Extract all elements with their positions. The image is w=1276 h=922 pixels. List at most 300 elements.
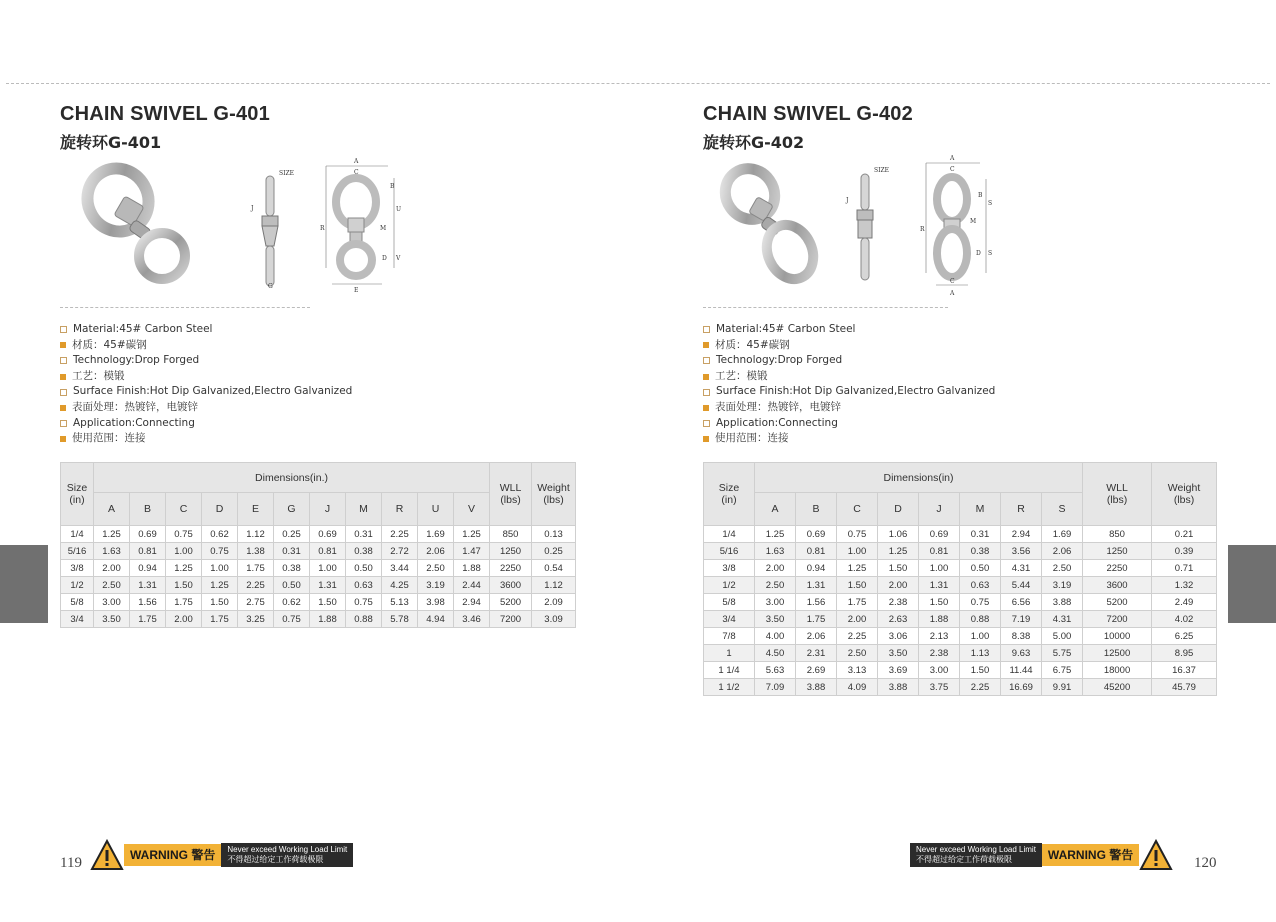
table-cell: 5.78 [382,611,418,628]
table-cell: 16.69 [1001,679,1042,696]
product-photo [718,160,828,286]
table-cell: 1/4 [61,526,94,543]
table-cell: 1.88 [310,611,346,628]
table-cell: 1.00 [310,560,346,577]
table-cell: 3.69 [878,662,919,679]
svg-text:J: J [251,205,254,212]
table-cell: 4.94 [418,611,454,628]
table-cell: 1.75 [166,594,202,611]
table-cell: 1.00 [960,628,1001,645]
column-header: D [202,493,238,526]
table-cell: 2.25 [238,577,274,594]
square-bullet-icon [60,374,66,380]
table-cell: 850 [1083,526,1152,543]
table-cell: 0.75 [166,526,202,543]
table-cell: 1/2 [704,577,755,594]
table-cell: 5/8 [61,594,94,611]
dimensions-header: Dimensions(in) [755,463,1083,493]
column-header: B [796,493,837,526]
table-cell: 1.31 [919,577,960,594]
svg-text:D: D [382,255,387,262]
column-header: V [454,493,490,526]
table-cell: 1.25 [94,526,130,543]
table-cell: 4.09 [837,679,878,696]
spec-item: Application:Connecting [60,416,352,432]
page-number: 120 [1194,855,1217,871]
table-cell: 0.69 [919,526,960,543]
table-cell: 1.25 [755,526,796,543]
table-cell: 1.88 [919,611,960,628]
table-cell: 5200 [1083,594,1152,611]
page-right [638,0,1276,922]
table-cell: 0.94 [130,560,166,577]
page-title: CHAIN SWIVEL G-402 [703,103,913,125]
table-cell: 2.94 [1001,526,1042,543]
table-cell: 2.72 [382,543,418,560]
table-cell: 5/16 [61,543,94,560]
table-cell: 7200 [490,611,532,628]
svg-text:R: R [920,226,925,233]
table-cell: 1.69 [1042,526,1083,543]
table-cell: 3.06 [878,628,919,645]
table-cell: 1.06 [878,526,919,543]
table-cell: 2.63 [878,611,919,628]
spec-item: 工艺：模锻 [60,369,352,385]
table-cell: 2.06 [796,628,837,645]
table-cell: 10000 [1083,628,1152,645]
table-cell: 0.75 [346,594,382,611]
table-cell: 0.50 [960,560,1001,577]
column-header: M [346,493,382,526]
table-cell: 3.88 [878,679,919,696]
column-header: C [837,493,878,526]
product-photo [80,162,200,286]
spec-item: 使用范围：连接 [60,431,352,447]
table-row [704,662,1217,679]
table-cell: 1.50 [878,560,919,577]
svg-text:V: V [396,255,401,262]
table-cell: 3.00 [94,594,130,611]
spec-item: Surface Finish:Hot Dip Galvanized,Electro Galvanized [60,384,352,400]
table-cell: 2.06 [418,543,454,560]
table-cell: 7200 [1083,611,1152,628]
table-cell: 9.91 [1042,679,1083,696]
svg-text:R: R [320,225,325,232]
table-cell: 0.25 [532,543,576,560]
warning-triangle-icon [90,839,124,871]
square-bullet-icon [60,357,67,364]
table-cell: 1.50 [310,594,346,611]
square-bullet-icon [703,374,709,380]
svg-text:C: C [354,169,359,176]
column-header: R [382,493,418,526]
table-cell: 1/2 [61,577,94,594]
table-cell: 0.75 [837,526,878,543]
spec-item: Surface Finish:Hot Dip Galvanized,Electro Galvanized [703,384,995,400]
table-cell: 2.50 [1042,560,1083,577]
table-cell: 4.31 [1042,611,1083,628]
table-cell: 2.94 [454,594,490,611]
dimension-table [60,462,576,628]
table-cell: 1.56 [796,594,837,611]
table-cell: 0.81 [130,543,166,560]
table-cell: 0.62 [274,594,310,611]
table-cell: 3.88 [796,679,837,696]
table-cell: 1.50 [166,577,202,594]
table-cell: 5.13 [382,594,418,611]
square-bullet-icon [703,389,710,396]
weight-header: Weight (lbs) [532,463,576,526]
side-tab [1228,545,1276,623]
column-header: M [960,493,1001,526]
table-cell: 3.50 [878,645,919,662]
section-divider [60,307,310,308]
table-cell: 2.00 [878,577,919,594]
svg-text:E: E [354,287,359,294]
table-cell: 1250 [490,543,532,560]
table-row [704,611,1217,628]
column-header: A [94,493,130,526]
table-cell: 2.49 [1152,594,1217,611]
spec-item: Technology:Drop Forged [703,353,995,369]
warning-message: Never exceed Working Load Limit 不得超过给定工作荷载极限 [221,843,353,867]
table-cell: 0.38 [960,543,1001,560]
table-cell: 3.19 [418,577,454,594]
table-cell: 3.19 [1042,577,1083,594]
column-header: D [878,493,919,526]
table-cell: 4.02 [1152,611,1217,628]
table-cell: 8.38 [1001,628,1042,645]
spec-item: 材质：45#碳钢 [60,338,352,354]
svg-text:S: S [988,200,993,207]
spec-item: Technology:Drop Forged [60,353,352,369]
table-cell: 16.37 [1152,662,1217,679]
table-cell: 2.50 [837,645,878,662]
table-cell: 0.38 [274,560,310,577]
table-cell: 1 [704,645,755,662]
table-cell: 0.94 [796,560,837,577]
table-cell: 5/16 [704,543,755,560]
table-cell: 2.38 [878,594,919,611]
square-bullet-icon [60,326,67,333]
table-cell: 850 [490,526,532,543]
table-cell: 1.32 [1152,577,1217,594]
table-cell: 45200 [1083,679,1152,696]
table-cell: 0.25 [274,526,310,543]
table-cell: 1250 [1083,543,1152,560]
square-bullet-icon [60,405,66,411]
table-row [704,577,1217,594]
table-cell: 1.75 [837,594,878,611]
svg-text:A: A [950,155,955,162]
table-cell: 0.69 [310,526,346,543]
square-bullet-icon [703,326,710,333]
spec-list [60,322,352,447]
table-cell: 7.09 [755,679,796,696]
table-cell: 4.25 [382,577,418,594]
column-header: C [166,493,202,526]
table-cell: 2250 [490,560,532,577]
warning-bar [90,838,353,871]
warning-bar [910,838,1173,871]
table-cell: 8.95 [1152,645,1217,662]
square-bullet-icon [703,420,710,427]
spec-item: 表面处理：热镀锌，电镀锌 [703,400,995,416]
table-cell: 1.12 [238,526,274,543]
table-cell: 5.63 [755,662,796,679]
table-cell: 0.50 [346,560,382,577]
svg-text:M: M [970,218,977,225]
table-cell: 2.00 [94,560,130,577]
table-cell: 0.88 [346,611,382,628]
table-cell: 0.81 [796,543,837,560]
table-cell: 3.50 [94,611,130,628]
table-cell: 1.75 [202,611,238,628]
table-cell: 0.62 [202,526,238,543]
table-cell: 1 1/4 [704,662,755,679]
table-cell: 2.69 [796,662,837,679]
warning-message: Never exceed Working Load Limit 不得超过给定工作荷载极限 [910,843,1042,867]
size-header: Size (in) [704,463,755,526]
table-cell: 6.56 [1001,594,1042,611]
svg-text:SIZE: SIZE [874,167,890,174]
table-cell: 2.00 [166,611,202,628]
table-row [704,594,1217,611]
table-cell: 0.63 [346,577,382,594]
table-cell: 3/4 [704,611,755,628]
table-cell: 1.12 [532,577,576,594]
table-cell: 1.25 [202,577,238,594]
wll-header: WLL (lbs) [490,463,532,526]
table-row [704,628,1217,645]
svg-text:U: U [396,206,402,213]
table-cell: 3.88 [1042,594,1083,611]
page-number: 119 [60,855,82,871]
side-view-drawing [843,162,893,286]
table-cell: 1.75 [238,560,274,577]
table-cell: 1.63 [755,543,796,560]
table-cell: 2.31 [796,645,837,662]
table-cell: 2.25 [837,628,878,645]
square-bullet-icon [60,436,66,442]
table-cell: 1.31 [310,577,346,594]
table-cell: 0.81 [310,543,346,560]
table-cell: 0.69 [130,526,166,543]
table-cell: 45.79 [1152,679,1217,696]
svg-text:M: M [380,225,387,232]
table-cell: 1.75 [796,611,837,628]
table-cell: 1.75 [130,611,166,628]
table-cell: 0.69 [796,526,837,543]
svg-text:B: B [390,183,395,190]
svg-text:C: C [950,278,955,285]
table-cell: 2.44 [454,577,490,594]
table-cell: 6.75 [1042,662,1083,679]
column-header: J [310,493,346,526]
table-cell: 0.13 [532,526,576,543]
table-cell: 0.75 [274,611,310,628]
dimensions-header: Dimensions(in.) [94,463,490,493]
table-cell: 3.44 [382,560,418,577]
table-cell: 5.44 [1001,577,1042,594]
page-subtitle: 旋转环G-402 [703,133,805,152]
table-row [61,560,576,577]
table-cell: 0.31 [274,543,310,560]
table-cell: 4.50 [755,645,796,662]
weight-header: Weight (lbs) [1152,463,1217,526]
square-bullet-icon [60,420,67,427]
table-cell: 2.75 [238,594,274,611]
spec-list [703,322,995,447]
table-cell: 3/8 [704,560,755,577]
column-header: R [1001,493,1042,526]
front-view-drawing [318,156,408,296]
table-cell: 2.50 [755,577,796,594]
svg-text:G: G [268,283,273,290]
table-cell: 0.75 [960,594,1001,611]
table-cell: 1.25 [878,543,919,560]
svg-text:S: S [988,250,993,257]
table-cell: 3/8 [61,560,94,577]
table-cell: 0.88 [960,611,1001,628]
table-cell: 1.50 [202,594,238,611]
table-cell: 2.25 [382,526,418,543]
square-bullet-icon [703,357,710,364]
table-cell: 1 1/2 [704,679,755,696]
section-divider [703,307,948,308]
column-header: B [130,493,166,526]
table-cell: 0.54 [532,560,576,577]
svg-text:J: J [846,197,849,204]
table-cell: 3/4 [61,611,94,628]
table-cell: 0.38 [346,543,382,560]
table-cell: 1.63 [94,543,130,560]
front-view-drawing [918,153,998,301]
dimension-table [703,462,1217,696]
table-cell: 1.31 [796,577,837,594]
table-cell: 2.50 [94,577,130,594]
column-header: S [1042,493,1083,526]
warning-triangle-icon [1139,839,1173,871]
warning-label: WARNING 警告 [1042,844,1139,866]
table-cell: 2.09 [532,594,576,611]
column-header: E [238,493,274,526]
table-cell: 2.50 [418,560,454,577]
table-cell: 0.21 [1152,526,1217,543]
table-cell: 1.38 [238,543,274,560]
svg-text:SIZE: SIZE [279,170,295,177]
wll-header: WLL (lbs) [1083,463,1152,526]
table-cell: 3.50 [755,611,796,628]
table-cell: 5.00 [1042,628,1083,645]
spec-item: 材质：45#碳钢 [703,338,995,354]
table-cell: 1.25 [166,560,202,577]
table-cell: 2.06 [1042,543,1083,560]
column-header: G [274,493,310,526]
table-cell: 3600 [1083,577,1152,594]
svg-text:C: C [950,166,955,173]
table-cell: 1.25 [837,560,878,577]
table-row [704,543,1217,560]
table-cell: 3.00 [919,662,960,679]
table-cell: 1.56 [130,594,166,611]
table-cell: 2250 [1083,560,1152,577]
side-view-drawing [248,166,298,290]
table-cell: 1.31 [130,577,166,594]
table-cell: 0.71 [1152,560,1217,577]
page-title: CHAIN SWIVEL G-401 [60,103,270,125]
table-row [61,526,576,543]
spec-item: 表面处理：热镀锌，电镀锌 [60,400,352,416]
svg-text:A: A [354,158,359,165]
table-cell: 4.00 [755,628,796,645]
table-cell: 7.19 [1001,611,1042,628]
spec-item: Material:45# Carbon Steel [60,322,352,338]
table-cell: 0.81 [919,543,960,560]
size-header: Size (in) [61,463,94,526]
table-row [61,577,576,594]
table-cell: 3.00 [755,594,796,611]
svg-text:D: D [976,250,981,257]
column-header: J [919,493,960,526]
table-cell: 3.09 [532,611,576,628]
table-cell: 0.75 [202,543,238,560]
table-cell: 1.88 [454,560,490,577]
table-cell: 2.25 [960,679,1001,696]
table-cell: 3.13 [837,662,878,679]
table-cell: 1.50 [919,594,960,611]
square-bullet-icon [60,342,66,348]
table-cell: 0.31 [346,526,382,543]
table-cell: 3.56 [1001,543,1042,560]
table-cell: 1.00 [202,560,238,577]
spec-item: Application:Connecting [703,416,995,432]
spec-item: 工艺：模锻 [703,369,995,385]
side-tab [0,545,48,623]
table-cell: 1/4 [704,526,755,543]
column-header: A [755,493,796,526]
table-cell: 4.31 [1001,560,1042,577]
table-cell: 0.63 [960,577,1001,594]
svg-text:B: B [978,192,983,199]
table-cell: 1.13 [960,645,1001,662]
table-cell: 1.50 [837,577,878,594]
table-cell: 12500 [1083,645,1152,662]
table-cell: 6.25 [1152,628,1217,645]
table-cell: 3600 [490,577,532,594]
table-cell: 9.63 [1001,645,1042,662]
table-cell: 5.75 [1042,645,1083,662]
table-cell: 5200 [490,594,532,611]
square-bullet-icon [703,436,709,442]
table-cell: 1.47 [454,543,490,560]
table-cell: 1.00 [166,543,202,560]
table-cell: 2.00 [837,611,878,628]
table-cell: 0.31 [960,526,1001,543]
table-cell: 3.25 [238,611,274,628]
table-cell: 3.98 [418,594,454,611]
table-cell: 1.00 [919,560,960,577]
page-subtitle: 旋转环G-401 [60,133,162,152]
spec-item: 使用范围：连接 [703,431,995,447]
table-cell: 2.13 [919,628,960,645]
table-cell: 18000 [1083,662,1152,679]
table-cell: 1.50 [960,662,1001,679]
column-header: U [418,493,454,526]
table-row [61,594,576,611]
table-cell: 11.44 [1001,662,1042,679]
square-bullet-icon [703,405,709,411]
